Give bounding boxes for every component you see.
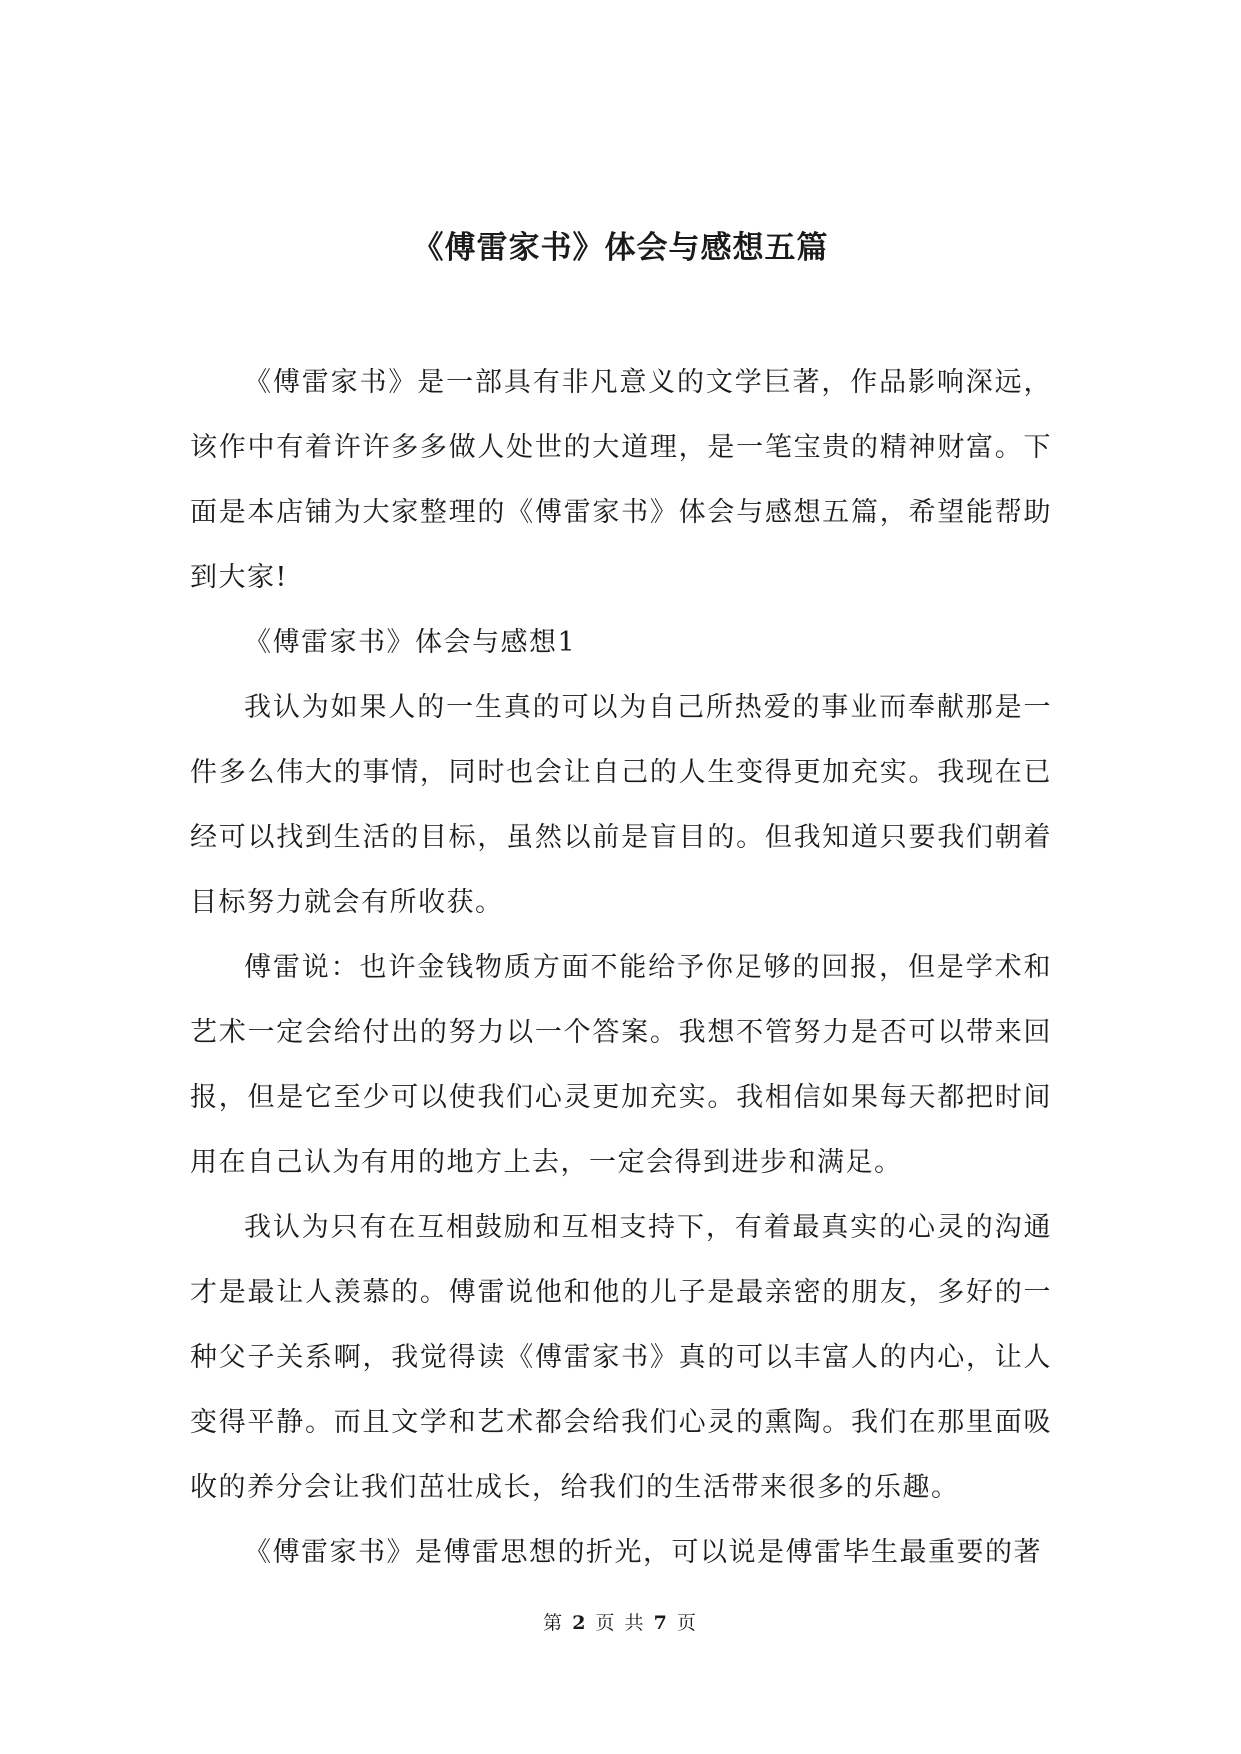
section-heading: 《傅雷家书》体会与感想1 xyxy=(244,627,577,658)
body-paragraph: 《傅雷家书》是傅雷思想的折光，可以说是傅雷毕生最重要的著 xyxy=(244,1537,1042,1568)
body-paragraph: 我认为只有在互相鼓励和互相支持下，有着最真实的心灵的沟通才是最让人羡慕的。傅雷说他和他的儿子是最亲密的朋友，多好的一种父子关系啊，我觉得读《傅雷家书》真的可以丰富人的内心，让人变得平静。而且文学和艺术都会给我们心灵的熏陶。我们在那里面吸收的养分会让我们茁壮成长，给我们的生活带来很多的乐趣。 xyxy=(190,1212,1052,1503)
current-page-number: 2 xyxy=(572,1612,588,1634)
footer-prefix: 第 xyxy=(543,1612,565,1634)
total-page-count: 7 xyxy=(653,1612,669,1634)
body-paragraph: 我认为如果人的一生真的可以为自己所热爱的事业而奉献那是一件多么伟大的事情，同时也会让自己的人生变得更加充实。我现在已经可以找到生活的目标，虽然以前是盲目的。但我知道只要我们朝着目标努力就会有所收获。 xyxy=(190,692,1052,918)
body-paragraph: 傅雷说：也许金钱物质方面不能给予你足够的回报，但是学术和艺术一定会给付出的努力以一个答案。我想不管努力是否可以带来回报，但是它至少可以使我们心灵更加充实。我相信如果每天都把时间用在自己认为有用的地方上去，一定会得到进步和满足。 xyxy=(190,952,1052,1178)
footer-suffix: 页 xyxy=(676,1612,698,1634)
footer-middle: 页 共 xyxy=(595,1612,646,1634)
document-title: 《傅雷家书》体会与感想五篇 xyxy=(412,230,829,266)
document-body xyxy=(190,350,1052,1585)
page-number-footer xyxy=(0,1608,1241,1635)
intro-paragraph: 《傅雷家书》是一部具有非凡意义的文学巨著，作品影响深远，该作中有着许许多多做人处世的大道理，是一笔宝贵的精神财富。下面是本店铺为大家整理的《傅雷家书》体会与感想五篇，希望能帮助到大家! xyxy=(190,367,1052,593)
